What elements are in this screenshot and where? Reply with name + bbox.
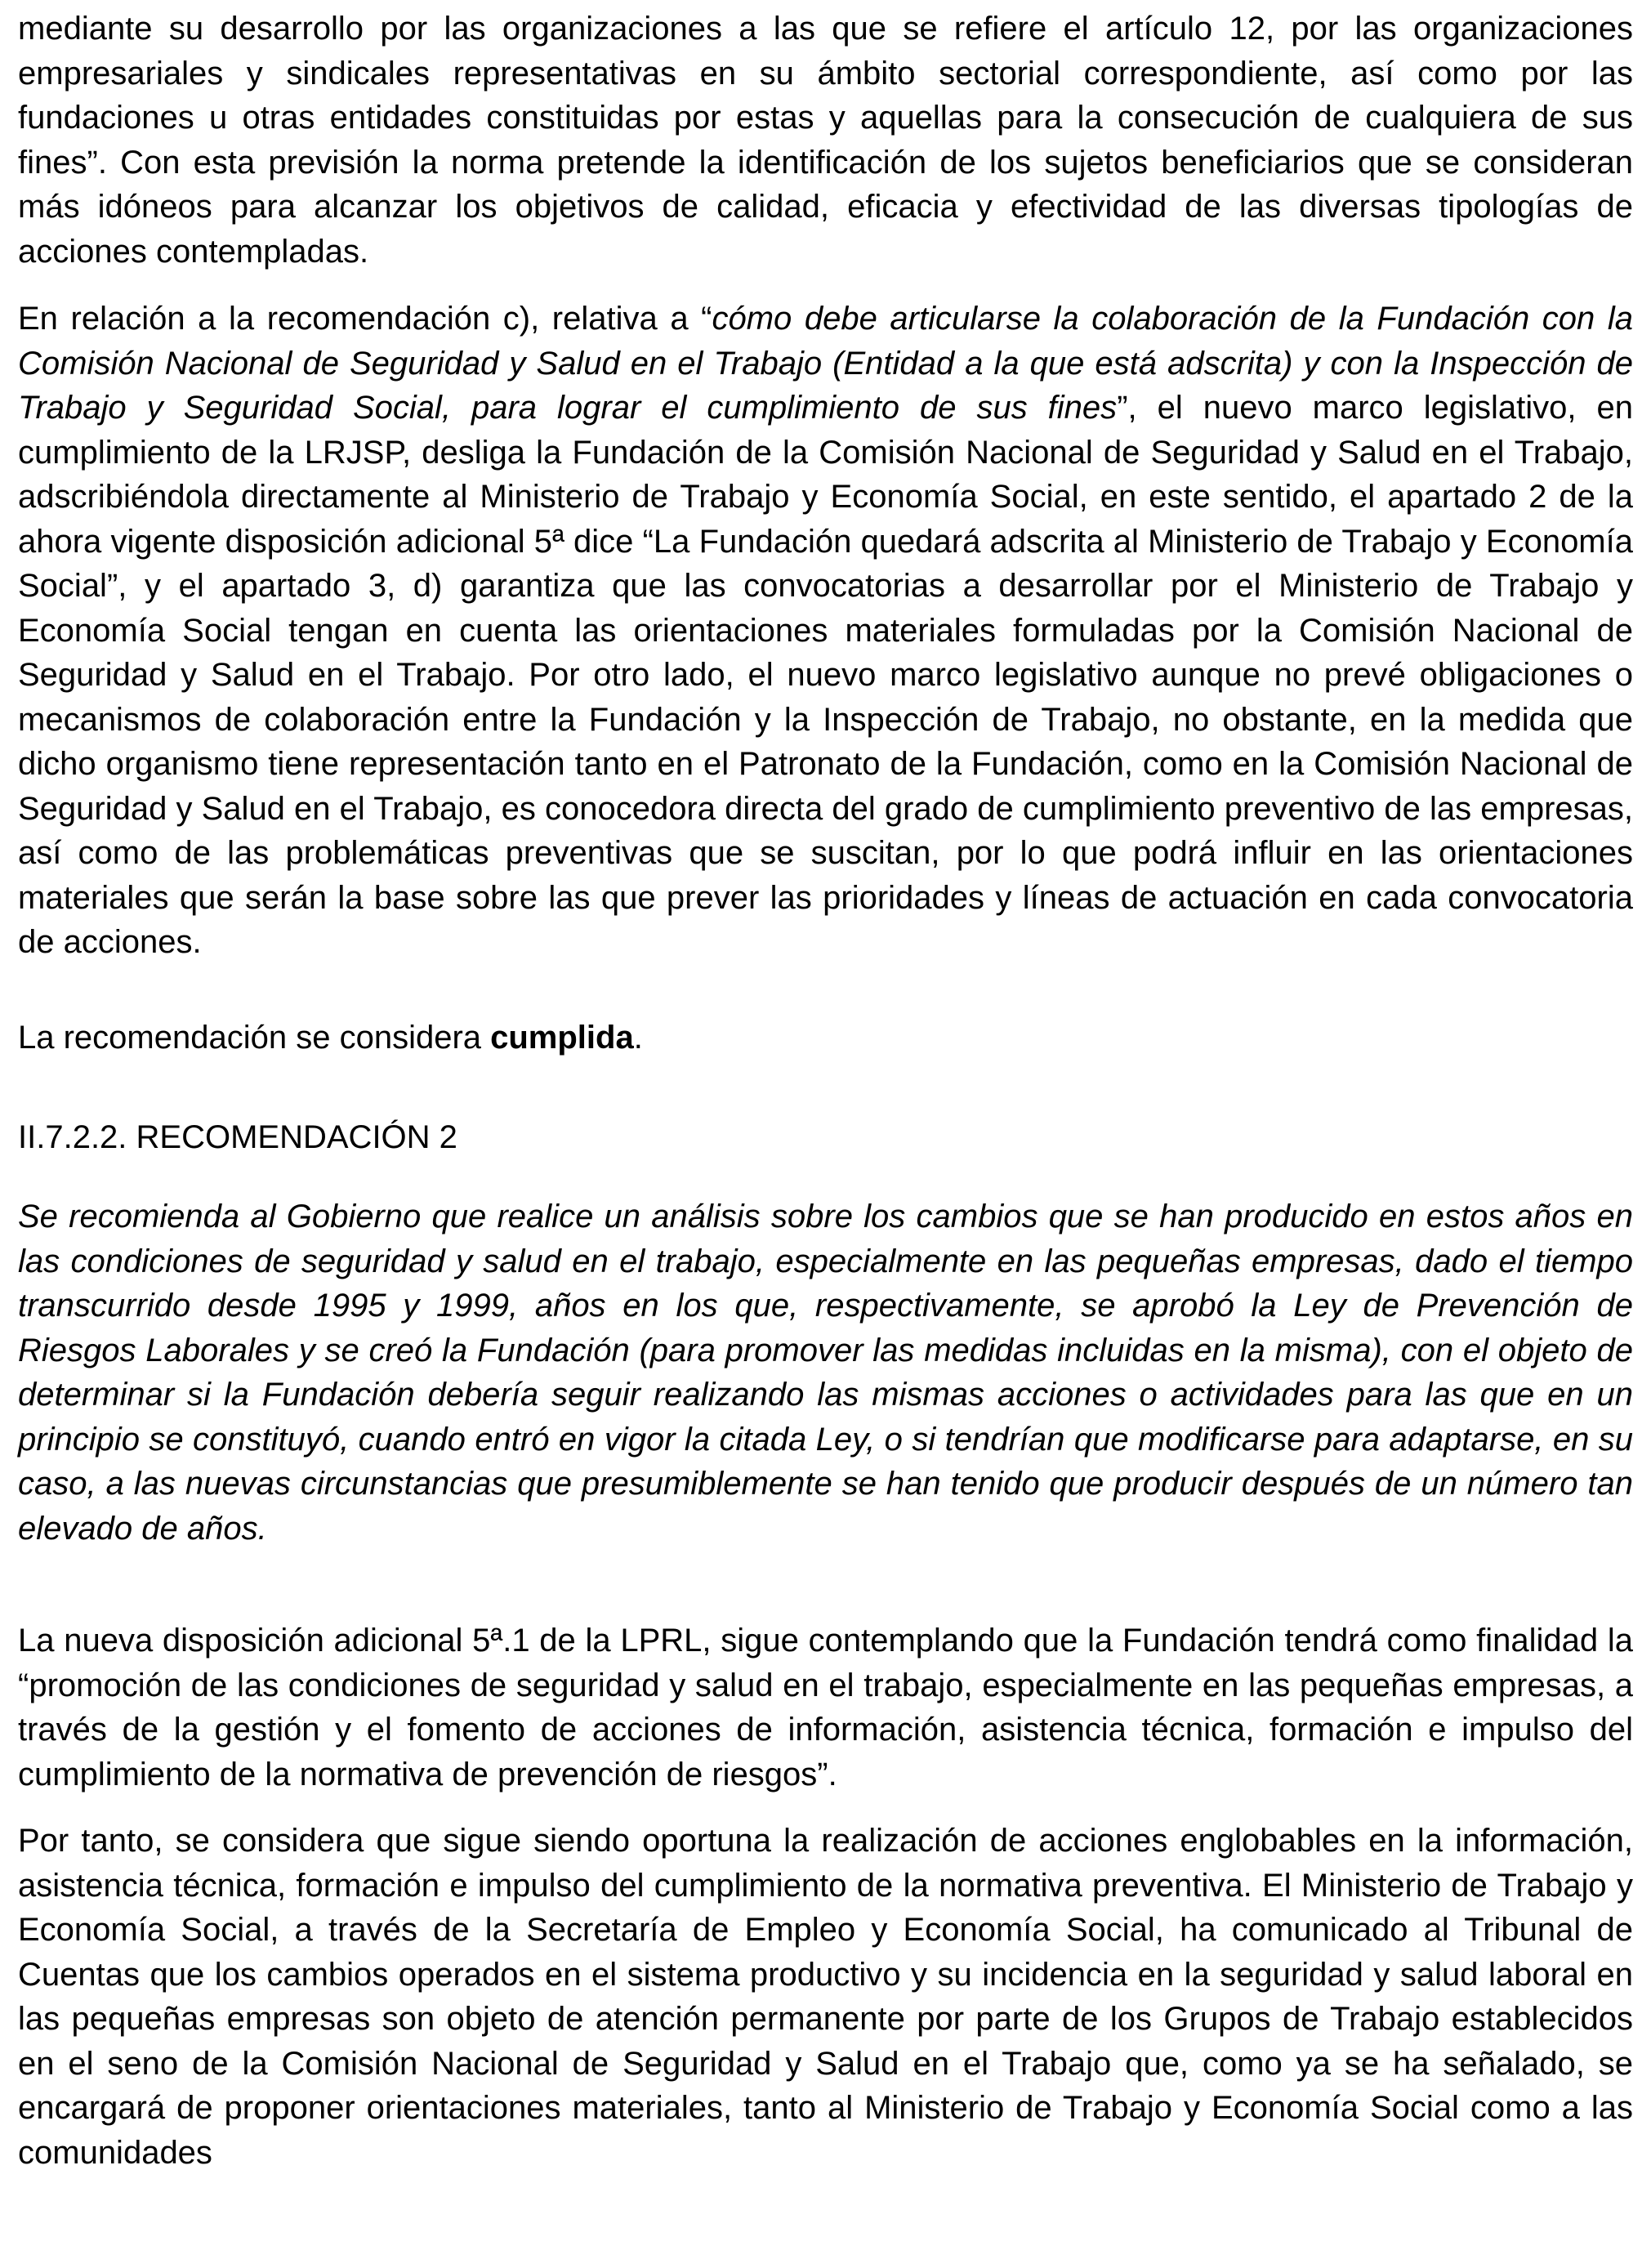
- conclusion-status: cumplida: [490, 1020, 634, 1056]
- paragraph-recomendacion-c-quote: cómo debe articularse la colaboración de la Fundación con la Comisión Nacional de Seguridad y Salud en el Trabajo (Entidad a la que está adscrita) y con la Inspección de Trabajo y Seguridad Social, para lograr el cumplimiento de sus fines: [18, 301, 1633, 426]
- paragraph-disposicion-adicional: La nueva disposición adicional 5ª.1 de la LPRL, sigue contemplando que la Fundación tendrá como finalidad la “promoción de las condiciones de seguridad y salud en el trabajo, especialmente en las pequeñas empresas, a través de la gestión y el fomento de acciones de información, asistencia técnica, formación e impulso del cumplimiento de la normativa de prevención de riesgos”.: [18, 1623, 1633, 1793]
- paragraph-recomendacion-c-body: ”, el nuevo marco legislativo, en cumplimiento de la LRJSP, desliga la Fundación de la Comisión Nacional de Seguridad y Salud en el Trabajo, adscribiéndola directamente al Ministerio de Trabajo y Economía Social, en este sentido, el apartado 2 de la ahora vigente disposición adicional 5ª dice “La Fundación quedará adscrita al Ministerio de Trabajo y Economía Social”, y el apartado 3, d) garantiza que las convocatorias a desarrollar por el Ministerio de Trabajo y Economía Social tengan en cuenta las orientaciones materiales formuladas por la Comisión Nacional de Seguridad y Salud en el Trabajo. Por otro lado, el nuevo marco legislativo aunque no prevé obligaciones o mecanismos de colaboración entre la Fundación y la Inspección de Trabajo, no obstante, en la medida que dicho organismo tiene representación tanto en el Patronato de la Fundación, como en la Comisión Nacional de Seguridad y Salud en el Trabajo, es conocedora directa del grado de cumplimiento preventivo de las empresas, así como de las problemáticas preventivas que se suscitan, por lo que podrá influir en las orientaciones materiales que serán la base sobre las que prever las prioridades y líneas de actuación en cada convocatoria de acciones.: [18, 390, 1634, 960]
- paragraph-recomendacion-2-text: Se recomienda al Gobierno que realice un análisis sobre los cambios que se han producido en estos años en las condiciones de seguridad y salud en el trabajo, especialmente en las pequeñas empresas, dado el tiempo transcurrido desde 1995 y 1999, años en los que, respectivamente, se aprobó la Ley de Prevención de Riesgos Laborales y se creó la Fundación (para promover las medidas incluidas en la misma), con el objeto de determinar si la Fundación debería seguir realizando las mismas acciones o actividades para las que en un principio se constituyó, cuando entró en vigor la citada Ley, o si tendrían que modificarse para adaptarse, en su caso, a las nuevas circunstancias que presumiblemente se han tenido que producir después de un número tan elevado de años.: [18, 1199, 1633, 1547]
- conclusion-text: La recomendación se considera: [18, 1020, 491, 1056]
- paragraph-recomendacion-c: [18, 297, 1633, 965]
- paragraph-conclusion: [18, 1016, 1633, 1060]
- conclusion-period: .: [633, 1020, 643, 1056]
- section-heading: II.7.2.2. RECOMENDACIÓN 2: [18, 1119, 457, 1155]
- paragraph-recomendacion-c-intro: En relación a la recomendación c), relativa a “: [18, 301, 712, 337]
- paragraph-beneficiarios: mediante su desarrollo por las organizaciones a las que se refiere el artículo 12, por las organizaciones empresariales y sindicales representativas en su ámbito sectorial correspondiente, así como por las fundaciones u otras entidades constituidas por estas y aquellas para la consecución de cualquiera de sus fines”. Con esta previsión la norma pretende la identificación de los sujetos beneficiarios que se consideran más idóneos para alcanzar los objetivos de calidad, eficacia y efectividad de las diversas tipologías de acciones contempladas.: [18, 11, 1633, 270]
- paragraph-por-tanto: Por tanto, se considera que sigue siendo oportuna la realización de acciones englobables en la información, asistencia técnica, formación e impulso del cumplimiento de la normativa preventiva. El Ministerio de Trabajo y Economía Social, a través de la Secretaría de Empleo y Economía Social, ha comunicado al Tribunal de Cuentas que los cambios operados en el sistema productivo y su incidencia en la seguridad y salud laboral en las pequeñas empresas son objeto de atención permanente por parte de los Grupos de Trabajo establecidos en el seno de la Comisión Nacional de Seguridad y Salud en el Trabajo que, como ya se ha señalado, se encargará de proponer orientaciones materiales, tanto al Ministerio de Trabajo y Economía Social como a las comunidades: [18, 1823, 1633, 2171]
